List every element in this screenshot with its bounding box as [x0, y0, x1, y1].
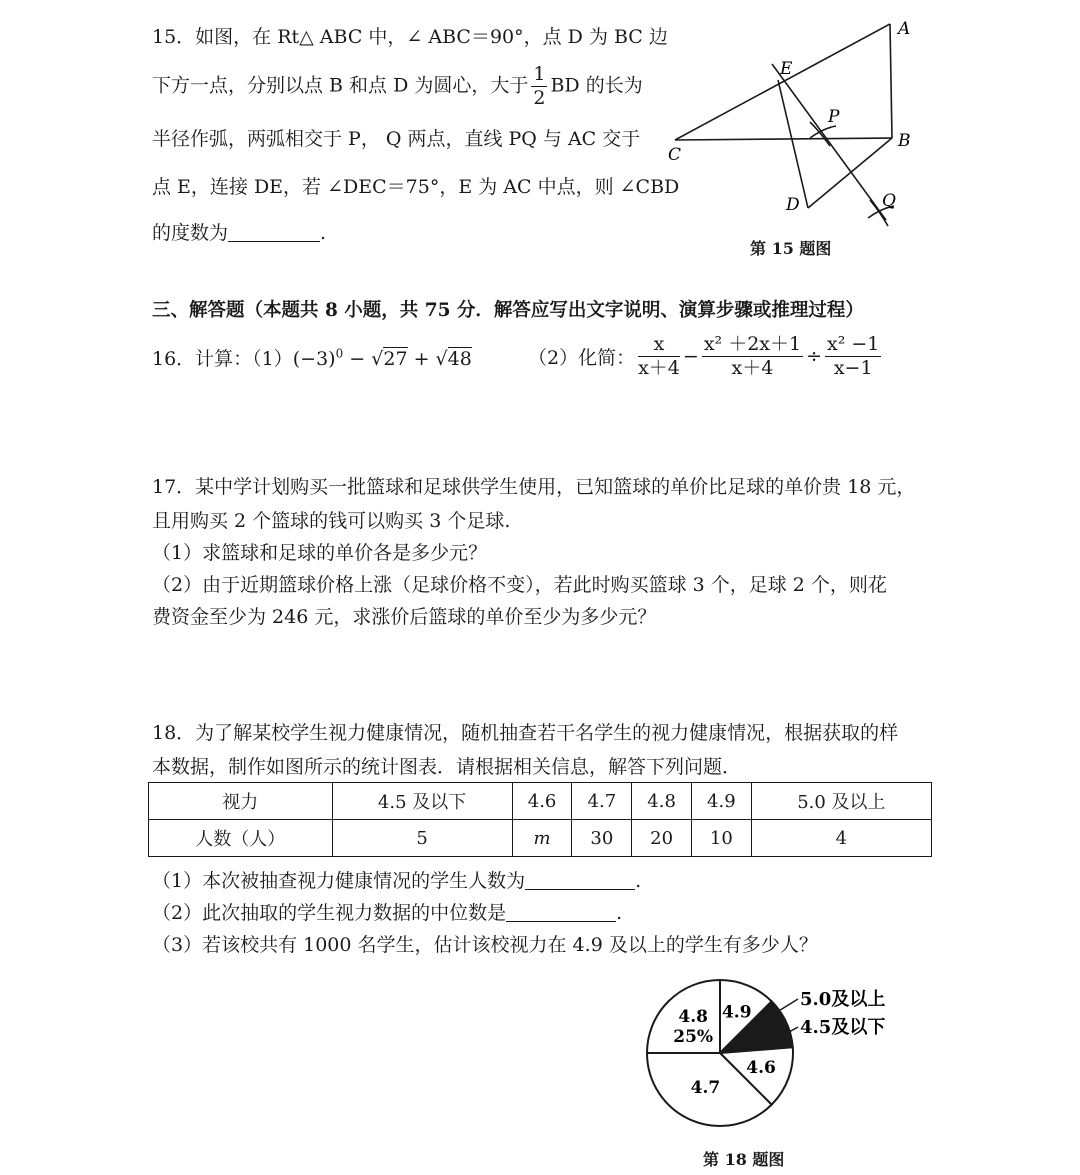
section3-title: 三、解答题（本题共 8 小题，共 75 分．解答应写出文字说明、演算步骤或推理过程）: [152, 300, 864, 321]
segment-ED: [778, 80, 808, 208]
q15-frac-den: 2: [533, 86, 546, 109]
q18-sub3: （3）若该校共有 1000 名学生，估计该校视力在 4.9 及以上的学生有多少人？: [152, 934, 818, 956]
q16-f2-num: x² ＋2x＋1: [703, 333, 802, 355]
q15-geometry-figure: [660, 10, 920, 242]
q15-line1: 15．如图，在 Rt△ ABC 中，∠ ABC＝90°，点 D 为 BC 边: [152, 26, 668, 48]
q16-f2-den: x＋4: [731, 356, 774, 379]
table-cell: 4.8: [632, 783, 692, 820]
label-P: P: [828, 107, 840, 127]
q15-line5: [152, 218, 326, 245]
q16-sqrt27: 27: [383, 348, 408, 370]
q17-line3: （1）求篮球和足球的单价各是多少元？: [152, 542, 488, 564]
pie-label-4.9: 4.9: [721, 1002, 752, 1023]
pie-label-4.5及以下: 4.5及以下: [800, 1017, 886, 1038]
arc-P-1: [810, 122, 830, 146]
q18-sub1-text: （1）本次被抽查视力健康情况的学生人数为: [152, 870, 526, 892]
table-cell: 4.6: [512, 783, 572, 820]
q16-minus: −: [343, 348, 372, 370]
table-cell: 10: [691, 820, 751, 857]
q15-line5-end: .: [320, 222, 327, 244]
pie-label-4.7: 4.7: [690, 1078, 721, 1099]
q18-sub1-end: .: [635, 870, 642, 892]
q15-fraction: [531, 64, 547, 109]
table-cell: 5: [332, 820, 512, 857]
q18-line2: 本数据，制作如图所示的统计图表．请根据相关信息，解答下列问题．: [152, 756, 742, 778]
q16-sqrt48: 48: [447, 348, 472, 370]
vision-table: [148, 782, 932, 857]
q15-line3: 半径作弧，两弧相交于 P， Q 两点，直线 PQ 与 AC 交于: [152, 128, 641, 150]
label-A: A: [898, 19, 911, 39]
q15-line4: 点 E，连接 DE，若 ∠DEC＝75°，E 为 AC 中点，则 ∠CBD: [152, 176, 680, 198]
segment-CA: [675, 24, 890, 140]
q16-f3-num: x² −1: [827, 333, 880, 355]
q16-f1-num: x: [638, 334, 680, 357]
label-C: C: [668, 145, 682, 165]
table-cell: 视力: [149, 783, 333, 820]
q18-sub1: [152, 866, 641, 893]
q18-line1: 18．为了解某校学生视力健康情况，随机抽查若干名学生的视力健康情况，根据获取的样: [152, 722, 899, 744]
q18-sub2-text: （2）此次抽取的学生视力数据的中位数是: [152, 902, 507, 924]
q16-label: 16．计算：（1）(−3): [152, 348, 336, 370]
table-row: [149, 783, 932, 820]
q16-plus: +: [407, 348, 436, 370]
q18-figure-caption: 第 18 题图: [703, 1150, 785, 1169]
label-B: B: [898, 131, 911, 151]
q15-line5-text: 的度数为: [152, 222, 229, 244]
label-D: D: [786, 195, 800, 215]
q18-sub1-blank: [525, 870, 635, 890]
table-cell: 20: [632, 820, 692, 857]
pie-slices: [647, 980, 793, 1126]
q16-f3-den: x−1: [833, 356, 873, 379]
q16-part1: [152, 344, 472, 371]
q18-pie-chart: [640, 975, 940, 1135]
table-cell: 4.9: [691, 783, 751, 820]
q17-line4: （2）由于近期篮球价格上涨（足球价格不变），若此时购买篮球 3 个，足球 2 个，则花: [152, 574, 887, 596]
q18-sub2-blank: [506, 902, 616, 922]
q17-line5: 费资金至少为 246 元，求涨价后篮球的单价至少为多少元？: [152, 606, 657, 628]
segment-CB: [675, 138, 892, 140]
q16-fraction-2: [702, 334, 803, 379]
q18-sub2-end: .: [616, 902, 623, 924]
q15-frac-num: 1: [533, 63, 546, 85]
label-Q: Q: [882, 191, 896, 211]
table-cell: m: [512, 820, 572, 857]
q16-exponent: 0: [335, 346, 344, 361]
table-cell: 5.0 及以上: [751, 783, 931, 820]
pie-label-4.6: 4.6: [746, 1058, 776, 1079]
q16-f1-den: x＋4: [638, 356, 680, 379]
table-cell: 4.7: [572, 783, 632, 820]
q16-minus-op: −: [682, 345, 699, 368]
segment-DB: [808, 138, 892, 208]
table-cell: 30: [572, 820, 632, 857]
pie-label-5.0及以上: 5.0及以上: [800, 989, 886, 1010]
q18-sub2: [152, 898, 622, 925]
table-row: [149, 820, 932, 857]
label-E: E: [780, 59, 793, 79]
q16-div-op: ÷: [806, 345, 823, 368]
q15-figure-caption: 第 15 题图: [750, 239, 832, 258]
q15-line2-b: BD 的长为: [550, 74, 643, 97]
q16-part2-label: （2）化简：: [528, 346, 636, 369]
q16-part2: [528, 334, 884, 379]
q15-line2: [152, 64, 643, 109]
table-cell: 4: [751, 820, 931, 857]
table-cell: 人数（人）: [149, 820, 333, 857]
pie-percent-4.8: 25%: [673, 1027, 714, 1048]
q16-fraction-1: [638, 334, 680, 379]
q15-line2-a: 下方一点，分别以点 B 和点 D 为圆心，大于: [152, 74, 529, 97]
q17-line1: 17．某中学计划购买一批篮球和足球供学生使用，已知篮球的单价比足球的单价贵 18 元，: [152, 476, 916, 498]
q16-fraction-3: [825, 334, 881, 379]
q17-line2: 且用购买 2 个篮球的钱可以购买 3 个足球.: [152, 510, 511, 532]
sqrt-icon: √: [435, 348, 448, 370]
pie-label-4.8: 4.8: [678, 1007, 708, 1028]
q15-answer-blank: [228, 222, 320, 242]
table-cell: 4.5 及以下: [332, 783, 512, 820]
segment-BA: [890, 24, 892, 138]
sqrt-icon: √: [371, 348, 384, 370]
